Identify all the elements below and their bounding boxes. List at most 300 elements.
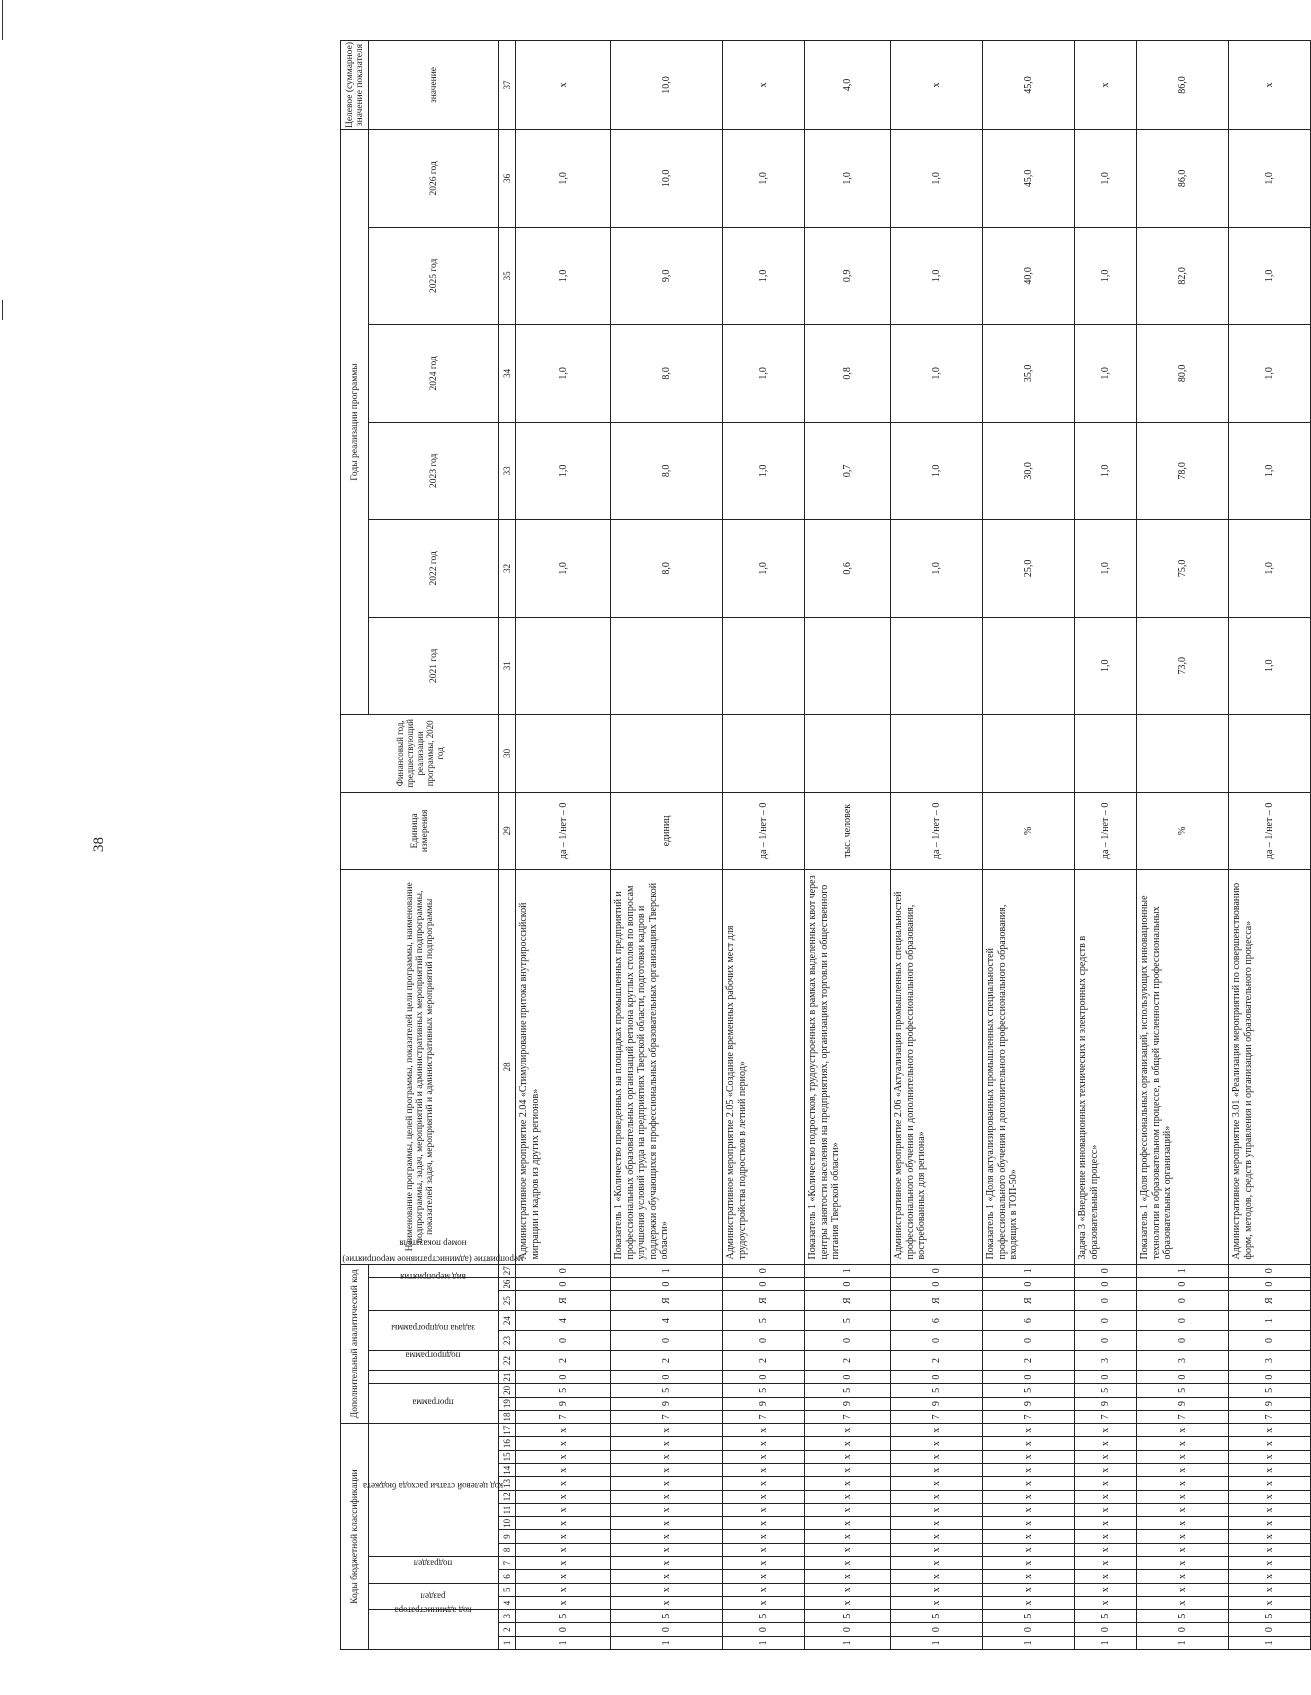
year-value-cell: 78,0 [1137, 422, 1229, 519]
code-cell: 5 [1075, 1384, 1137, 1397]
code-cell: х [723, 1543, 805, 1556]
code-cell: х [516, 1424, 611, 1437]
code-cell: х [611, 1570, 723, 1583]
code-cell: 5 [516, 1610, 611, 1623]
code-cell: х [1137, 1557, 1229, 1570]
code-cell: х [516, 1557, 611, 1570]
year-value-cell: 1,0 [723, 520, 805, 617]
code-cell: 0 [516, 1264, 611, 1277]
code-cell: 7 [891, 1410, 983, 1423]
base-year-cell [1075, 715, 1137, 793]
code-cell: х [611, 1424, 723, 1437]
code-cell: 0 [1137, 1370, 1229, 1383]
target-value-cell: 10,0 [611, 41, 723, 130]
code-cell: х [805, 1450, 891, 1463]
unit-cell: да – 1/нет – 0 [891, 792, 983, 870]
code-cell: 0 [516, 1623, 611, 1636]
code-cell: х [723, 1437, 805, 1450]
column-number: 13 [499, 1477, 516, 1490]
code-cell: х [611, 1477, 723, 1490]
code-cell: х [983, 1450, 1075, 1463]
code-cell: 0 [1075, 1291, 1137, 1311]
indicator-table [340, 40, 1311, 1650]
column-number: 28 [499, 870, 516, 1264]
code-cell: 0 [1137, 1623, 1229, 1636]
task-no-header: задача подпрограммы [369, 1351, 499, 1371]
code-cell: 2 [723, 1351, 805, 1371]
code-cell: 1 [1137, 1264, 1229, 1277]
code-cell: 7 [611, 1410, 723, 1423]
code-cell: х [1075, 1583, 1137, 1596]
code-cell: 7 [723, 1410, 805, 1423]
code-cell: 0 [1137, 1311, 1229, 1331]
column-number: 33 [499, 422, 516, 519]
code-cell: 5 [611, 1384, 723, 1397]
code-cell: 9 [723, 1397, 805, 1410]
code-cell: 0 [1075, 1264, 1137, 1277]
code-cell: х [983, 1477, 1075, 1490]
year-value-cell: 75,0 [1137, 520, 1229, 617]
code-cell: х [983, 1464, 1075, 1477]
code-cell: 5 [805, 1311, 891, 1331]
code-cell: х [723, 1583, 805, 1596]
year-value-cell: 1,0 [516, 325, 611, 422]
event-header: мероприятие (административное мероприятие) [369, 1311, 499, 1351]
code-cell: 1 [805, 1636, 891, 1649]
table-row [891, 41, 983, 1650]
year-value-cell: 1,0 [516, 130, 611, 228]
column-number: 10 [499, 1517, 516, 1530]
table-row [1229, 41, 1311, 1650]
year-2026-header: 2026 год [369, 130, 499, 228]
code-cell: х [1075, 1517, 1137, 1530]
unit-cell: да – 1/нет – 0 [1075, 792, 1137, 870]
year-value-cell: 1,0 [1075, 422, 1137, 519]
code-cell: х [1075, 1464, 1137, 1477]
code-cell: 2 [611, 1351, 723, 1371]
column-number: 5 [499, 1583, 516, 1596]
code-cell: 0 [1229, 1331, 1311, 1351]
column-number: 6 [499, 1570, 516, 1583]
year-value-cell: 80,0 [1137, 325, 1229, 422]
year-value-cell: 45,0 [983, 130, 1075, 228]
code-cell: х [1075, 1570, 1137, 1583]
code-cell: х [1229, 1570, 1311, 1583]
code-cell: 7 [1229, 1410, 1311, 1423]
code-cell: х [805, 1464, 891, 1477]
code-cell: 1 [1229, 1311, 1311, 1331]
years-group-header: Годы реализации программы [341, 130, 369, 715]
code-cell: 5 [723, 1311, 805, 1331]
year-value-cell: 1,0 [891, 422, 983, 519]
year-value-cell: 0,7 [805, 422, 891, 519]
column-number: 34 [499, 325, 516, 422]
year-value-cell: 0,8 [805, 325, 891, 422]
year-2025-header: 2025 год [369, 227, 499, 324]
table-row [611, 41, 723, 1650]
code-cell: 7 [983, 1410, 1075, 1423]
code-cell: 5 [805, 1384, 891, 1397]
rotated-table-wrapper [340, 40, 1275, 1650]
row-name: Показатель 1 «Доля актуализированных промышленных специальностей профессионального обучения и дополнительного профессионального образования, входящих в ТОП-50» [983, 870, 1075, 1264]
column-number: 2 [499, 1623, 516, 1636]
code-cell: 0 [805, 1277, 891, 1290]
year-value-cell: 1,0 [1229, 130, 1311, 228]
code-cell: х [983, 1503, 1075, 1516]
code-cell: х [516, 1437, 611, 1450]
code-cell: 0 [891, 1623, 983, 1636]
year-value-cell: 1,0 [1229, 325, 1311, 422]
code-cell: х [1137, 1570, 1229, 1583]
code-cell: 1 [1229, 1636, 1311, 1649]
code-cell: х [611, 1517, 723, 1530]
code-cell: 5 [1229, 1610, 1311, 1623]
code-cell: Я [1229, 1291, 1311, 1311]
code-cell: х [805, 1517, 891, 1530]
additional-code-header: Дополнительный аналитический код [341, 1264, 369, 1424]
code-cell: х [516, 1530, 611, 1543]
code-cell: х [891, 1570, 983, 1583]
code-cell: х [891, 1477, 983, 1490]
target-value-cell: 4,0 [805, 41, 891, 130]
base-year-header: Финансовый год, предшествующий реализации программы, 2020 год [341, 715, 499, 793]
code-cell: х [1137, 1503, 1229, 1516]
column-number: 3 [499, 1610, 516, 1623]
code-cell: 0 [805, 1623, 891, 1636]
table-row [1075, 41, 1137, 1650]
code-cell: х [1229, 1450, 1311, 1463]
column-number: 32 [499, 520, 516, 617]
code-cell: 0 [1137, 1331, 1229, 1351]
year-value-cell: 35,0 [983, 325, 1075, 422]
year-value-cell [723, 617, 805, 714]
code-cell: х [723, 1596, 805, 1609]
code-cell: х [983, 1530, 1075, 1543]
column-number: 31 [499, 617, 516, 714]
code-cell: 7 [805, 1410, 891, 1423]
code-cell: 5 [891, 1610, 983, 1623]
code-cell: х [723, 1477, 805, 1490]
code-cell: 2 [805, 1351, 891, 1371]
column-number: 30 [499, 715, 516, 793]
year-value-cell: 30,0 [983, 422, 1075, 519]
code-cell: х [1137, 1424, 1229, 1437]
code-cell: х [723, 1557, 805, 1570]
year-value-cell: 1,0 [1075, 617, 1137, 714]
code-cell: 1 [1075, 1636, 1137, 1649]
code-cell: х [983, 1570, 1075, 1583]
base-year-cell [1137, 715, 1229, 793]
code-cell: х [891, 1490, 983, 1503]
code-cell: х [723, 1490, 805, 1503]
year-value-cell [516, 617, 611, 714]
code-cell: 0 [805, 1370, 891, 1383]
code-cell: 7 [516, 1410, 611, 1423]
row-name: Административное мероприятие 2.06 «Актуализация промышленных специальностей профессионального обучения и дополнительного профессионального образования, востребованных для региона» [891, 870, 983, 1264]
code-cell: х [1137, 1477, 1229, 1490]
code-cell: 0 [983, 1370, 1075, 1383]
year-value-cell: 1,0 [1075, 520, 1137, 617]
unit-cell: да – 1/нет – 0 [1229, 792, 1311, 870]
base-year-cell [723, 715, 805, 793]
row-name: Административное мероприятие 2.05 «Создание временных рабочих мест для трудоустройства подростков в летний период» [723, 870, 805, 1264]
year-value-cell: 25,0 [983, 520, 1075, 617]
year-value-cell: 1,0 [805, 130, 891, 228]
column-number: 19 [499, 1397, 516, 1410]
code-cell: 9 [516, 1397, 611, 1410]
code-cell: 4 [611, 1311, 723, 1331]
table-row [983, 41, 1075, 1650]
code-cell: х [891, 1464, 983, 1477]
year-value-cell: 9,0 [611, 227, 723, 324]
code-cell: х [611, 1530, 723, 1543]
code-cell: 5 [983, 1610, 1075, 1623]
code-cell: х [723, 1450, 805, 1463]
year-value-cell: 1,0 [1229, 520, 1311, 617]
column-number: 8 [499, 1543, 516, 1556]
year-value-cell: 1,0 [1229, 617, 1311, 714]
code-cell: 3 [1137, 1351, 1229, 1371]
year-value-cell: 0,9 [805, 227, 891, 324]
code-cell: х [1229, 1424, 1311, 1437]
year-value-cell: 1,0 [723, 325, 805, 422]
column-number: 16 [499, 1437, 516, 1450]
year-value-cell: 40,0 [983, 227, 1075, 324]
code-cell: х [983, 1543, 1075, 1556]
code-cell: х [1137, 1583, 1229, 1596]
code-cell: 0 [891, 1277, 983, 1290]
column-number: 15 [499, 1450, 516, 1463]
code-cell: х [805, 1543, 891, 1556]
code-cell: х [805, 1490, 891, 1503]
code-cell: 5 [1075, 1610, 1137, 1623]
code-cell: х [1229, 1517, 1311, 1530]
admin-code-header: код администратора [369, 1610, 499, 1650]
code-cell: х [611, 1596, 723, 1609]
code-cell: х [1229, 1437, 1311, 1450]
code-cell: 0 [1075, 1311, 1137, 1331]
column-number-row [499, 41, 516, 1650]
code-cell: х [611, 1437, 723, 1450]
year-value-cell: 1,0 [891, 227, 983, 324]
code-cell: 0 [723, 1370, 805, 1383]
code-cell: х [611, 1503, 723, 1516]
code-cell: х [805, 1530, 891, 1543]
column-number: 9 [499, 1530, 516, 1543]
year-value-cell: 1,0 [1229, 422, 1311, 519]
code-cell: Я [983, 1291, 1075, 1311]
year-value-cell: 1,0 [1229, 227, 1311, 324]
code-cell: 5 [805, 1610, 891, 1623]
code-cell: 1 [891, 1636, 983, 1649]
code-cell: х [723, 1503, 805, 1516]
code-cell: 0 [723, 1264, 805, 1277]
code-cell: 5 [723, 1384, 805, 1397]
code-cell: 5 [516, 1384, 611, 1397]
code-cell: 0 [891, 1331, 983, 1351]
code-cell: х [1137, 1517, 1229, 1530]
code-cell: 0 [1075, 1370, 1137, 1383]
code-cell: Я [611, 1291, 723, 1311]
code-cell: х [516, 1477, 611, 1490]
name-header: Наименование программы, целей программы, показателей цели программы, наименование подпрограммы, задач, мероприятий и административных мероприятий подпрограммы, показателей задач, мероприятий и административных мероприятий подпрограммы [341, 870, 499, 1264]
year-value-cell: 10,0 [611, 130, 723, 228]
column-number: 12 [499, 1490, 516, 1503]
row-name: Показатель 1 «Доля профессиональных организаций, использующих инновационные технологии в образовательном процессе, в общей численности профессиональных образовательных организаций» [1137, 870, 1229, 1264]
target-value-cell: х [1229, 41, 1311, 130]
code-cell: х [723, 1570, 805, 1583]
code-cell: х [1137, 1450, 1229, 1463]
code-cell: х [1229, 1477, 1311, 1490]
code-cell: 1 [611, 1264, 723, 1277]
code-cell: 7 [1075, 1410, 1137, 1423]
target-value-cell: х [891, 41, 983, 130]
code-cell: х [983, 1596, 1075, 1609]
column-number: 37 [499, 41, 516, 130]
code-cell: х [611, 1557, 723, 1570]
row-name: Показатель 1 «Количество подростков, трудоустроенных в рамках выделенных квот через центры занятости населения на предприятиях, организациях торговли и общественного питания Тверской области» [805, 870, 891, 1264]
code-cell: х [1075, 1450, 1137, 1463]
code-cell: 0 [891, 1264, 983, 1277]
year-value-cell: 8,0 [611, 422, 723, 519]
code-cell: 7 [1137, 1410, 1229, 1423]
table-row [805, 41, 891, 1650]
code-cell: х [1075, 1557, 1137, 1570]
code-cell: х [1075, 1424, 1137, 1437]
column-number: 23 [499, 1331, 516, 1351]
header-group-row [341, 41, 369, 1650]
code-cell: 0 [983, 1277, 1075, 1290]
year-value-cell: 8,0 [611, 520, 723, 617]
code-cell: х [1229, 1596, 1311, 1609]
code-cell: х [983, 1517, 1075, 1530]
target-value-cell: 86,0 [1137, 41, 1229, 130]
code-cell: х [1137, 1596, 1229, 1609]
code-cell: 5 [1229, 1384, 1311, 1397]
code-cell: 0 [516, 1277, 611, 1290]
table-row [516, 41, 611, 1650]
code-cell: 9 [1137, 1397, 1229, 1410]
year-value-cell: 1,0 [891, 325, 983, 422]
table-row [1137, 41, 1229, 1650]
code-cell: 0 [516, 1370, 611, 1383]
year-value-cell [891, 617, 983, 714]
code-cell: 0 [516, 1331, 611, 1351]
year-value-cell [805, 617, 891, 714]
code-cell: 2 [983, 1351, 1075, 1371]
code-cell: х [983, 1490, 1075, 1503]
code-cell: х [611, 1543, 723, 1556]
code-cell: х [1137, 1530, 1229, 1543]
code-cell: 1 [1137, 1636, 1229, 1649]
code-cell: х [1229, 1530, 1311, 1543]
program-header: программа [369, 1384, 499, 1424]
code-cell: х [983, 1557, 1075, 1570]
code-cell: х [805, 1503, 891, 1516]
year-2024-header: 2024 год [369, 325, 499, 422]
code-cell: х [723, 1517, 805, 1530]
code-cell: х [1075, 1543, 1137, 1556]
code-cell: х [1075, 1490, 1137, 1503]
code-cell: 9 [891, 1397, 983, 1410]
code-cell: Я [723, 1291, 805, 1311]
code-cell: 0 [723, 1331, 805, 1351]
base-year-cell [1229, 715, 1311, 793]
code-cell: х [611, 1450, 723, 1463]
code-cell: х [1229, 1464, 1311, 1477]
section-header: раздел [369, 1583, 499, 1610]
code-cell: х [1137, 1464, 1229, 1477]
code-cell: 0 [983, 1623, 1075, 1636]
code-cell: 0 [1075, 1277, 1137, 1290]
code-cell: 3 [1229, 1351, 1311, 1371]
code-cell: х [611, 1490, 723, 1503]
year-value-cell: 73,0 [1137, 617, 1229, 714]
year-value-cell: 1,0 [1075, 325, 1137, 422]
code-cell: х [1229, 1503, 1311, 1516]
year-value-cell: 1,0 [891, 520, 983, 617]
unit-cell: единиц [611, 792, 723, 870]
code-cell: 0 [1075, 1623, 1137, 1636]
code-cell: х [611, 1464, 723, 1477]
code-cell: х [805, 1477, 891, 1490]
code-cell: х [516, 1464, 611, 1477]
code-cell: 0 [1229, 1370, 1311, 1383]
code-cell: х [516, 1503, 611, 1516]
code-cell: 9 [1229, 1397, 1311, 1410]
code-cell: 0 [1229, 1264, 1311, 1277]
target-value-cell: х [1075, 41, 1137, 130]
code-cell: х [805, 1583, 891, 1596]
code-cell: 0 [723, 1277, 805, 1290]
column-number: 4 [499, 1596, 516, 1609]
unit-cell: да – 1/нет – 0 [723, 792, 805, 870]
code-cell: х [983, 1437, 1075, 1450]
code-cell: 0 [1229, 1623, 1311, 1636]
code-cell: х [891, 1517, 983, 1530]
code-cell: 0 [1229, 1277, 1311, 1290]
column-number: 1 [499, 1636, 516, 1649]
year-value-cell [983, 617, 1075, 714]
code-cell: х [1137, 1543, 1229, 1556]
page-number: 38 [91, 837, 107, 852]
unit-header: Единица измерения [341, 792, 499, 870]
code-cell: 5 [891, 1384, 983, 1397]
code-cell: х [891, 1503, 983, 1516]
code-cell: х [516, 1450, 611, 1463]
subsection-header: подраздел [369, 1557, 499, 1584]
year-value-cell: 82,0 [1137, 227, 1229, 324]
column-number: 17 [499, 1424, 516, 1437]
column-number: 25 [499, 1291, 516, 1311]
code-cell: х [1229, 1543, 1311, 1556]
code-cell: х [1075, 1437, 1137, 1450]
code-cell: 5 [611, 1610, 723, 1623]
code-cell: х [516, 1570, 611, 1583]
row-name: Административное мероприятие 2.04 «Стимулирование притока внутрироссийской миграции и кадров из других регионов» [516, 870, 611, 1264]
year-2021-header: 2021 год [369, 617, 499, 714]
code-cell: 0 [891, 1370, 983, 1383]
code-cell: 0 [983, 1331, 1075, 1351]
code-cell: 5 [1137, 1384, 1229, 1397]
code-cell: х [891, 1583, 983, 1596]
year-value-cell: 1,0 [516, 520, 611, 617]
code-cell: х [805, 1596, 891, 1609]
target-header: Целевое (суммарное) значение показателя [341, 41, 369, 130]
column-number: 26 [499, 1277, 516, 1290]
code-cell: х [1075, 1596, 1137, 1609]
code-cell: 1 [983, 1636, 1075, 1649]
